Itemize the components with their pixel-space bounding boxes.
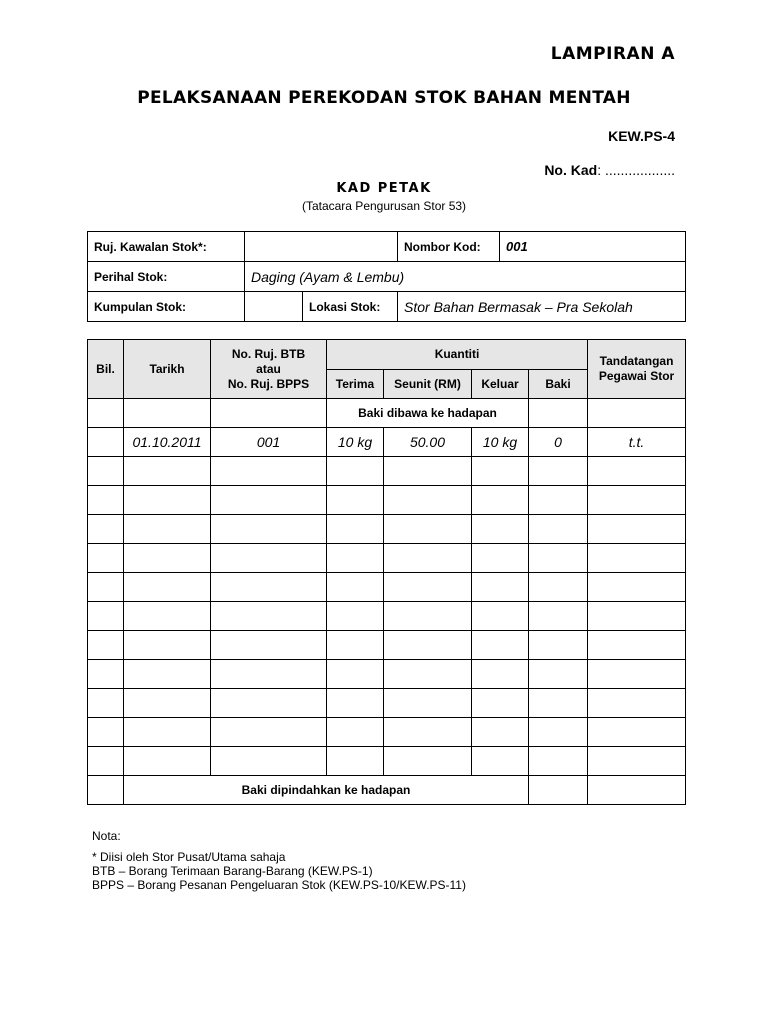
table-row [88, 428, 686, 457]
table-cell[interactable] [124, 515, 211, 544]
table-cell[interactable] [588, 457, 686, 486]
table-cell[interactable] [529, 457, 588, 486]
table-cell[interactable] [327, 486, 384, 515]
table-cell[interactable] [588, 602, 686, 631]
table-cell[interactable] [211, 660, 327, 689]
col-baki: Baki [529, 370, 588, 399]
table-row [88, 544, 686, 573]
table-cell[interactable] [327, 718, 384, 747]
lokasi-label: Lokasi Stok: [303, 292, 398, 322]
table-cell[interactable] [384, 602, 472, 631]
col-tandatangan-line2: Pegawai Stor [598, 369, 675, 383]
table-cell[interactable] [472, 515, 529, 544]
cell-tarikh[interactable]: 01.10.2011 [124, 428, 211, 457]
table-cell[interactable] [472, 486, 529, 515]
table-cell[interactable] [211, 544, 327, 573]
table-cell[interactable] [384, 486, 472, 515]
cell-keluar[interactable]: 10 kg [472, 428, 529, 457]
baki-dipindahkan-label: Baki dipindahkan ke hadapan [124, 776, 529, 805]
table-cell[interactable] [472, 602, 529, 631]
table-cell[interactable] [124, 689, 211, 718]
table-cell[interactable] [327, 747, 384, 776]
table-cell[interactable] [124, 660, 211, 689]
cell-seunit[interactable]: 50.00 [384, 428, 472, 457]
table-cell[interactable] [124, 631, 211, 660]
table-cell[interactable] [529, 602, 588, 631]
table-cell[interactable] [384, 515, 472, 544]
table-cell[interactable] [88, 718, 124, 747]
stock-info-table [87, 231, 686, 322]
cell-tandatangan[interactable]: t.t. [588, 428, 686, 457]
table-row [88, 399, 686, 428]
table-cell[interactable] [384, 631, 472, 660]
col-seunit: Seunit (RM) [384, 370, 472, 399]
table-cell[interactable] [588, 718, 686, 747]
nombor-kod-label: Nombor Kod: [398, 232, 500, 262]
table-row [88, 486, 686, 515]
table-cell[interactable] [588, 631, 686, 660]
nombor-kod-field[interactable]: 001 [500, 232, 686, 262]
col-tarikh: Tarikh [124, 340, 211, 399]
kumpulan-field[interactable] [245, 292, 303, 322]
table-cell[interactable] [88, 486, 124, 515]
table-cell[interactable] [211, 457, 327, 486]
table-row [88, 631, 686, 660]
table-cell[interactable] [529, 660, 588, 689]
table-cell[interactable] [327, 573, 384, 602]
table-cell[interactable] [327, 602, 384, 631]
table-cell[interactable] [472, 747, 529, 776]
table-cell[interactable] [327, 631, 384, 660]
lampiran-label: LAMPIRAN A [550, 44, 675, 64]
table-cell[interactable] [88, 747, 124, 776]
lokasi-field[interactable]: Stor Bahan Bermasak – Pra Sekolah [398, 292, 686, 322]
table-cell[interactable] [529, 544, 588, 573]
col-terima: Terima [327, 370, 384, 399]
table-row [88, 660, 686, 689]
table-cell[interactable] [588, 544, 686, 573]
table-cell[interactable] [588, 689, 686, 718]
table-cell[interactable] [472, 660, 529, 689]
table-cell[interactable] [211, 631, 327, 660]
cell-terima[interactable]: 10 kg [327, 428, 384, 457]
table-cell[interactable] [588, 573, 686, 602]
col-keluar: Keluar [472, 370, 529, 399]
note-line: BPPS – Borang Pesanan Pengeluaran Stok (KEW.PS-10/KEW.PS-11) [92, 878, 466, 892]
table-cell[interactable] [472, 573, 529, 602]
table-cell[interactable] [472, 631, 529, 660]
table-cell[interactable] [327, 689, 384, 718]
col-tandatangan [588, 340, 686, 399]
table-cell[interactable] [529, 776, 588, 805]
table-cell[interactable] [124, 747, 211, 776]
table-cell[interactable] [384, 457, 472, 486]
table-cell[interactable] [384, 718, 472, 747]
table-cell[interactable] [211, 747, 327, 776]
perihal-field[interactable]: Daging (Ayam & Lembu) [245, 262, 686, 292]
col-tandatangan-line1: Tandatangan [599, 354, 674, 368]
table-cell[interactable] [472, 457, 529, 486]
notes-heading: Nota: [92, 829, 121, 843]
table-cell[interactable] [88, 776, 124, 805]
card-number-value: : .................. [597, 162, 675, 178]
table-cell[interactable] [588, 660, 686, 689]
table-cell[interactable] [384, 573, 472, 602]
table-cell[interactable] [124, 457, 211, 486]
table-cell[interactable] [472, 718, 529, 747]
table-cell[interactable] [588, 747, 686, 776]
table-cell[interactable] [472, 689, 529, 718]
table-cell[interactable] [124, 718, 211, 747]
table-cell[interactable] [211, 486, 327, 515]
cell-baki[interactable]: 0 [529, 428, 588, 457]
card-title: KAD PETAK [336, 181, 432, 196]
table-cell[interactable] [472, 544, 529, 573]
table-cell[interactable] [529, 747, 588, 776]
stock-ledger-table [87, 339, 686, 805]
table-row [88, 718, 686, 747]
table-row [88, 689, 686, 718]
note-line: BTB – Borang Terimaan Barang-Barang (KEW.PS-1) [92, 864, 373, 878]
ruj-kawalan-field[interactable] [245, 232, 398, 262]
table-cell[interactable] [588, 515, 686, 544]
table-cell[interactable] [211, 689, 327, 718]
card-number-label: No. Kad [544, 162, 598, 178]
table-cell[interactable] [529, 486, 588, 515]
table-cell[interactable] [384, 689, 472, 718]
table-cell[interactable] [327, 544, 384, 573]
table-cell[interactable] [124, 602, 211, 631]
ruj-kawalan-label: Ruj. Kawalan Stok*: [88, 232, 245, 262]
page-title: PELAKSANAAN PEREKODAN STOK BAHAN MENTAH [137, 88, 631, 108]
form-code: KEW.PS-4 [608, 128, 675, 144]
table-cell[interactable] [88, 689, 124, 718]
table-cell[interactable] [88, 399, 124, 428]
table-cell[interactable] [529, 689, 588, 718]
table-cell[interactable] [384, 747, 472, 776]
table-cell[interactable] [384, 544, 472, 573]
table-cell[interactable] [124, 486, 211, 515]
table-cell[interactable] [588, 776, 686, 805]
table-cell[interactable] [529, 631, 588, 660]
table-cell[interactable] [384, 660, 472, 689]
table-cell[interactable] [529, 515, 588, 544]
table-cell[interactable] [88, 602, 124, 631]
table-cell[interactable] [529, 718, 588, 747]
table-cell[interactable] [327, 660, 384, 689]
table-row [88, 602, 686, 631]
table-cell[interactable] [88, 544, 124, 573]
col-bil: Bil. [88, 340, 124, 399]
table-cell[interactable] [211, 573, 327, 602]
table-cell[interactable] [124, 544, 211, 573]
table-cell[interactable] [88, 631, 124, 660]
col-kuantiti: Kuantiti [327, 340, 588, 370]
baki-dibawa-label: Baki dibawa ke hadapan [327, 399, 529, 428]
col-noruj-line2: atau [256, 361, 281, 376]
table-cell[interactable] [211, 602, 327, 631]
kumpulan-label: Kumpulan Stok: [88, 292, 245, 322]
table-cell[interactable] [588, 399, 686, 428]
table-row [88, 515, 686, 544]
table-cell[interactable] [124, 573, 211, 602]
table-cell[interactable] [88, 515, 124, 544]
card-number [544, 162, 675, 178]
col-noruj [211, 340, 327, 399]
perihal-label: Perihal Stok: [88, 262, 245, 292]
table-cell[interactable] [88, 660, 124, 689]
table-cell[interactable] [211, 399, 327, 428]
notes [92, 829, 466, 892]
table-cell[interactable] [88, 573, 124, 602]
note-line: * Diisi oleh Stor Pusat/Utama sahaja [92, 850, 286, 864]
table-cell[interactable] [211, 515, 327, 544]
col-noruj-line1: No. Ruj. BTB [231, 346, 306, 361]
table-cell[interactable] [124, 399, 211, 428]
table-row [88, 776, 686, 805]
col-noruj-line3: No. Ruj. BPPS [227, 376, 310, 391]
table-cell[interactable] [327, 457, 384, 486]
table-cell[interactable] [88, 457, 124, 486]
table-cell[interactable] [211, 718, 327, 747]
table-cell[interactable] [588, 486, 686, 515]
cell-noruj[interactable]: 001 [211, 428, 327, 457]
table-row [88, 747, 686, 776]
table-row [88, 573, 686, 602]
table-cell[interactable] [327, 515, 384, 544]
table-cell[interactable] [529, 573, 588, 602]
cell-bil[interactable] [88, 428, 124, 457]
table-row [88, 457, 686, 486]
table-cell[interactable] [529, 399, 588, 428]
card-subtitle: (Tatacara Pengurusan Stor 53) [301, 199, 467, 213]
